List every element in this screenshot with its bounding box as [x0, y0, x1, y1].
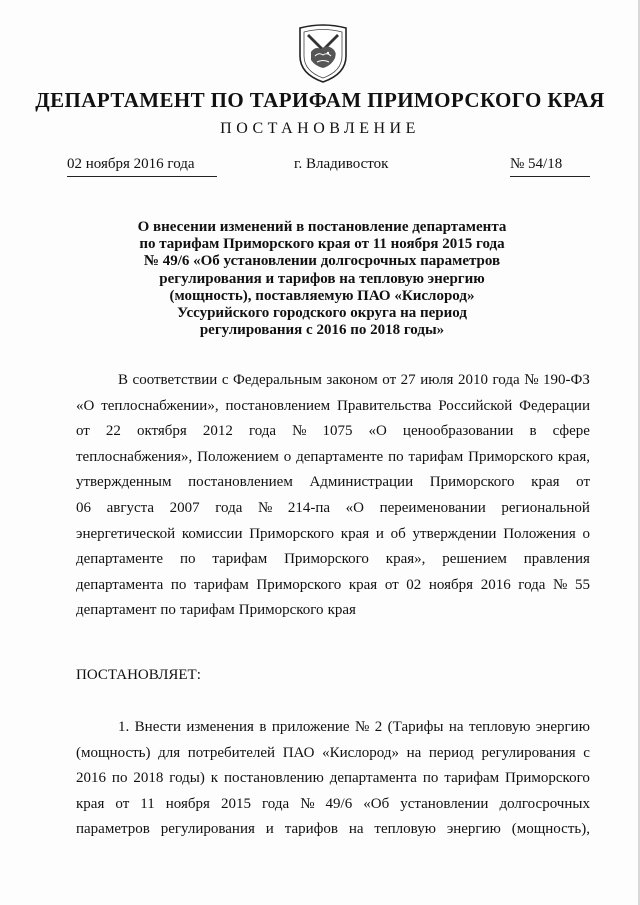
- word: законом: [326, 372, 378, 388]
- word: ноября: [165, 795, 210, 812]
- word: 190-ФЗ: [543, 372, 590, 388]
- preamble-paragraph: [76, 368, 590, 624]
- word: постановлением: [188, 474, 293, 491]
- word: 11: [140, 795, 155, 812]
- title-line: регулирования и тарифов на тепловую энергию: [159, 270, 485, 287]
- word: ПАО: [282, 744, 315, 761]
- resolve-heading: ПОСТАНОВЛЯЕТ:: [76, 667, 201, 683]
- word: от: [382, 372, 397, 388]
- word: Приморского: [429, 474, 515, 491]
- word: Федеральным: [233, 372, 322, 388]
- clause-1-paragraph: [76, 715, 590, 843]
- word: теплоснабжения»,: [76, 448, 193, 465]
- document-title: [120, 219, 524, 339]
- document-type: ПОСТАНОВЛЕНИЕ: [220, 120, 420, 137]
- word: года: [215, 499, 243, 516]
- text-line: [76, 394, 590, 420]
- word: от: [115, 795, 130, 812]
- word: 02: [406, 576, 422, 593]
- word: края,: [557, 448, 590, 465]
- word: Приморского: [256, 576, 342, 593]
- word: 2016: [76, 770, 106, 787]
- word: о: [283, 448, 292, 465]
- word: 22: [105, 423, 121, 440]
- word: департамента: [329, 770, 417, 787]
- word: департамента: [76, 576, 164, 593]
- word: тарифам: [408, 448, 464, 465]
- text-line: [76, 573, 590, 599]
- word: тарифам: [212, 551, 268, 568]
- word: 2016: [480, 576, 511, 593]
- word: с: [583, 744, 590, 761]
- word: тарифов: [284, 821, 338, 838]
- word: по: [179, 551, 196, 568]
- word: №: [524, 372, 539, 388]
- word: для: [158, 744, 181, 761]
- word: 2010: [457, 372, 488, 388]
- word: постановлением: [225, 397, 331, 414]
- title-line: № 49/6 «Об установлении долгосрочных параметров: [143, 253, 501, 270]
- document-date: 02 ноября 2016 года: [67, 156, 217, 177]
- word: Положения: [503, 525, 576, 542]
- word: края»,: [385, 551, 426, 568]
- text-line: [76, 496, 590, 522]
- title-line: (мощность), поставляемую ПАО «Кислород»: [169, 287, 475, 304]
- word: об: [390, 525, 406, 542]
- title-line: регулирования с 2016 по 2018 годы»: [199, 322, 445, 339]
- word: 49/6: [325, 795, 353, 812]
- word: установлении: [400, 795, 489, 812]
- word: (Тарифы: [387, 719, 444, 735]
- word: от: [384, 576, 399, 593]
- word: края: [76, 795, 105, 812]
- word: приложение: [271, 719, 350, 735]
- word: края: [531, 474, 560, 491]
- word: тарифам: [444, 770, 500, 787]
- word: 1.: [118, 719, 130, 735]
- word: энергию: [535, 719, 590, 735]
- word: 2018: [133, 770, 164, 787]
- title-line: по тарифам Приморского края от 11 ноября 2015 года: [139, 236, 505, 253]
- text-line: [76, 522, 590, 548]
- word: регулирования: [481, 744, 576, 761]
- word: «О: [368, 423, 387, 440]
- word: годы): [169, 770, 205, 787]
- word: №: [553, 576, 568, 593]
- word: №: [300, 795, 315, 812]
- word: тепловую: [374, 821, 436, 838]
- word: №: [257, 499, 273, 516]
- word: энергетической: [76, 525, 176, 542]
- title-line: Уссурийского городского округа на период: [177, 305, 467, 322]
- word: утверждении: [412, 525, 497, 542]
- word: на: [406, 744, 422, 761]
- word: в: [259, 719, 267, 735]
- word: 2: [374, 719, 383, 735]
- word: «Кислород»: [322, 744, 399, 761]
- word: в: [529, 423, 537, 440]
- text-line: [76, 470, 590, 496]
- text-line: [76, 445, 590, 471]
- word: долгосрочных: [499, 795, 590, 812]
- word: Правительства: [337, 397, 432, 414]
- text-line: [76, 715, 590, 741]
- word: Приморского: [238, 602, 324, 619]
- word: на: [348, 821, 364, 838]
- word: с: [221, 372, 229, 388]
- word: от: [576, 474, 590, 491]
- document-number: № 54/18: [510, 156, 590, 177]
- word: октября: [136, 423, 187, 440]
- text-line: [76, 598, 590, 624]
- word: 2015: [220, 795, 251, 812]
- word: ноября: [428, 576, 474, 593]
- word: 55: [574, 576, 590, 593]
- word: тепловую: [468, 719, 531, 735]
- word: по: [170, 576, 187, 593]
- word: 2012: [202, 423, 233, 440]
- text-line: [76, 419, 590, 445]
- word: 1075: [322, 423, 353, 440]
- word: по: [111, 770, 128, 787]
- word: к: [210, 770, 219, 787]
- word: края: [327, 602, 356, 619]
- word: Российской: [438, 397, 513, 414]
- word: края: [340, 525, 370, 542]
- word: Федерации: [519, 397, 590, 414]
- word: 2007: [169, 499, 200, 516]
- word: по: [388, 448, 404, 465]
- text-line: [76, 741, 590, 767]
- word: Администрации: [309, 474, 414, 491]
- word: потребителей: [187, 744, 276, 761]
- department-name: ДЕПАРТАМЕНТ ПО ТАРИФАМ ПРИМОРСКОГО КРАЯ: [35, 88, 605, 112]
- word: от: [76, 423, 90, 440]
- word: 214-па: [287, 499, 331, 516]
- word: департамент: [76, 602, 157, 619]
- word: тарифам: [194, 576, 249, 593]
- word: Приморского: [249, 525, 335, 542]
- word: постановлению: [224, 770, 324, 787]
- title-line: О внесении изменений в постановление департамента: [137, 219, 507, 235]
- word: года: [518, 576, 546, 593]
- word: года: [262, 795, 290, 812]
- word: июля: [420, 372, 454, 388]
- word: департаменте: [76, 551, 164, 568]
- word: «О: [345, 499, 364, 516]
- word: Приморского: [468, 448, 553, 465]
- word: года: [248, 423, 277, 440]
- text-line: [76, 368, 590, 394]
- word: утвержденным: [76, 474, 172, 491]
- text-line: [76, 547, 590, 573]
- word: и: [265, 821, 274, 838]
- document-city: г. Владивосток: [294, 156, 389, 172]
- word: Положением: [197, 448, 279, 465]
- word: Приморского: [284, 551, 369, 568]
- word: по: [422, 770, 439, 787]
- word: регулирования: [160, 821, 255, 838]
- word: на: [448, 719, 464, 735]
- word: сфере: [552, 423, 590, 440]
- word: В: [118, 372, 129, 388]
- coat-of-arms-icon: [297, 22, 349, 84]
- word: Приморского: [505, 770, 590, 787]
- word: и: [375, 525, 384, 542]
- word: по: [160, 602, 176, 619]
- word: №: [292, 423, 307, 440]
- word: (мощность): [76, 744, 151, 761]
- word: соответствии: [132, 372, 218, 388]
- word: о: [582, 525, 590, 542]
- word: департаменте: [296, 448, 384, 465]
- word: ценообразовании: [402, 423, 514, 440]
- text-line: [76, 817, 590, 843]
- word: параметров: [76, 821, 150, 838]
- word: правления: [523, 551, 590, 568]
- word: №: [355, 719, 370, 735]
- word: края: [348, 576, 378, 593]
- word: решением: [442, 551, 507, 568]
- word: период: [428, 744, 474, 761]
- word: Внести: [134, 719, 181, 735]
- text-line: [76, 766, 590, 792]
- word: 27: [400, 372, 416, 388]
- word: «О: [76, 397, 95, 414]
- word: теплоснабжении»,: [101, 397, 219, 414]
- word: переименовании: [379, 499, 486, 516]
- word: тарифам: [179, 602, 235, 619]
- text-line: [76, 792, 590, 818]
- word: энергию: [446, 821, 501, 838]
- word: изменения: [186, 719, 254, 735]
- word: региональной: [501, 499, 590, 516]
- word: (мощность),: [511, 821, 590, 838]
- word: «Об: [363, 795, 390, 812]
- word: 06: [76, 499, 91, 516]
- word: года: [492, 372, 520, 388]
- word: августа: [106, 499, 155, 516]
- word: комиссии: [181, 525, 243, 542]
